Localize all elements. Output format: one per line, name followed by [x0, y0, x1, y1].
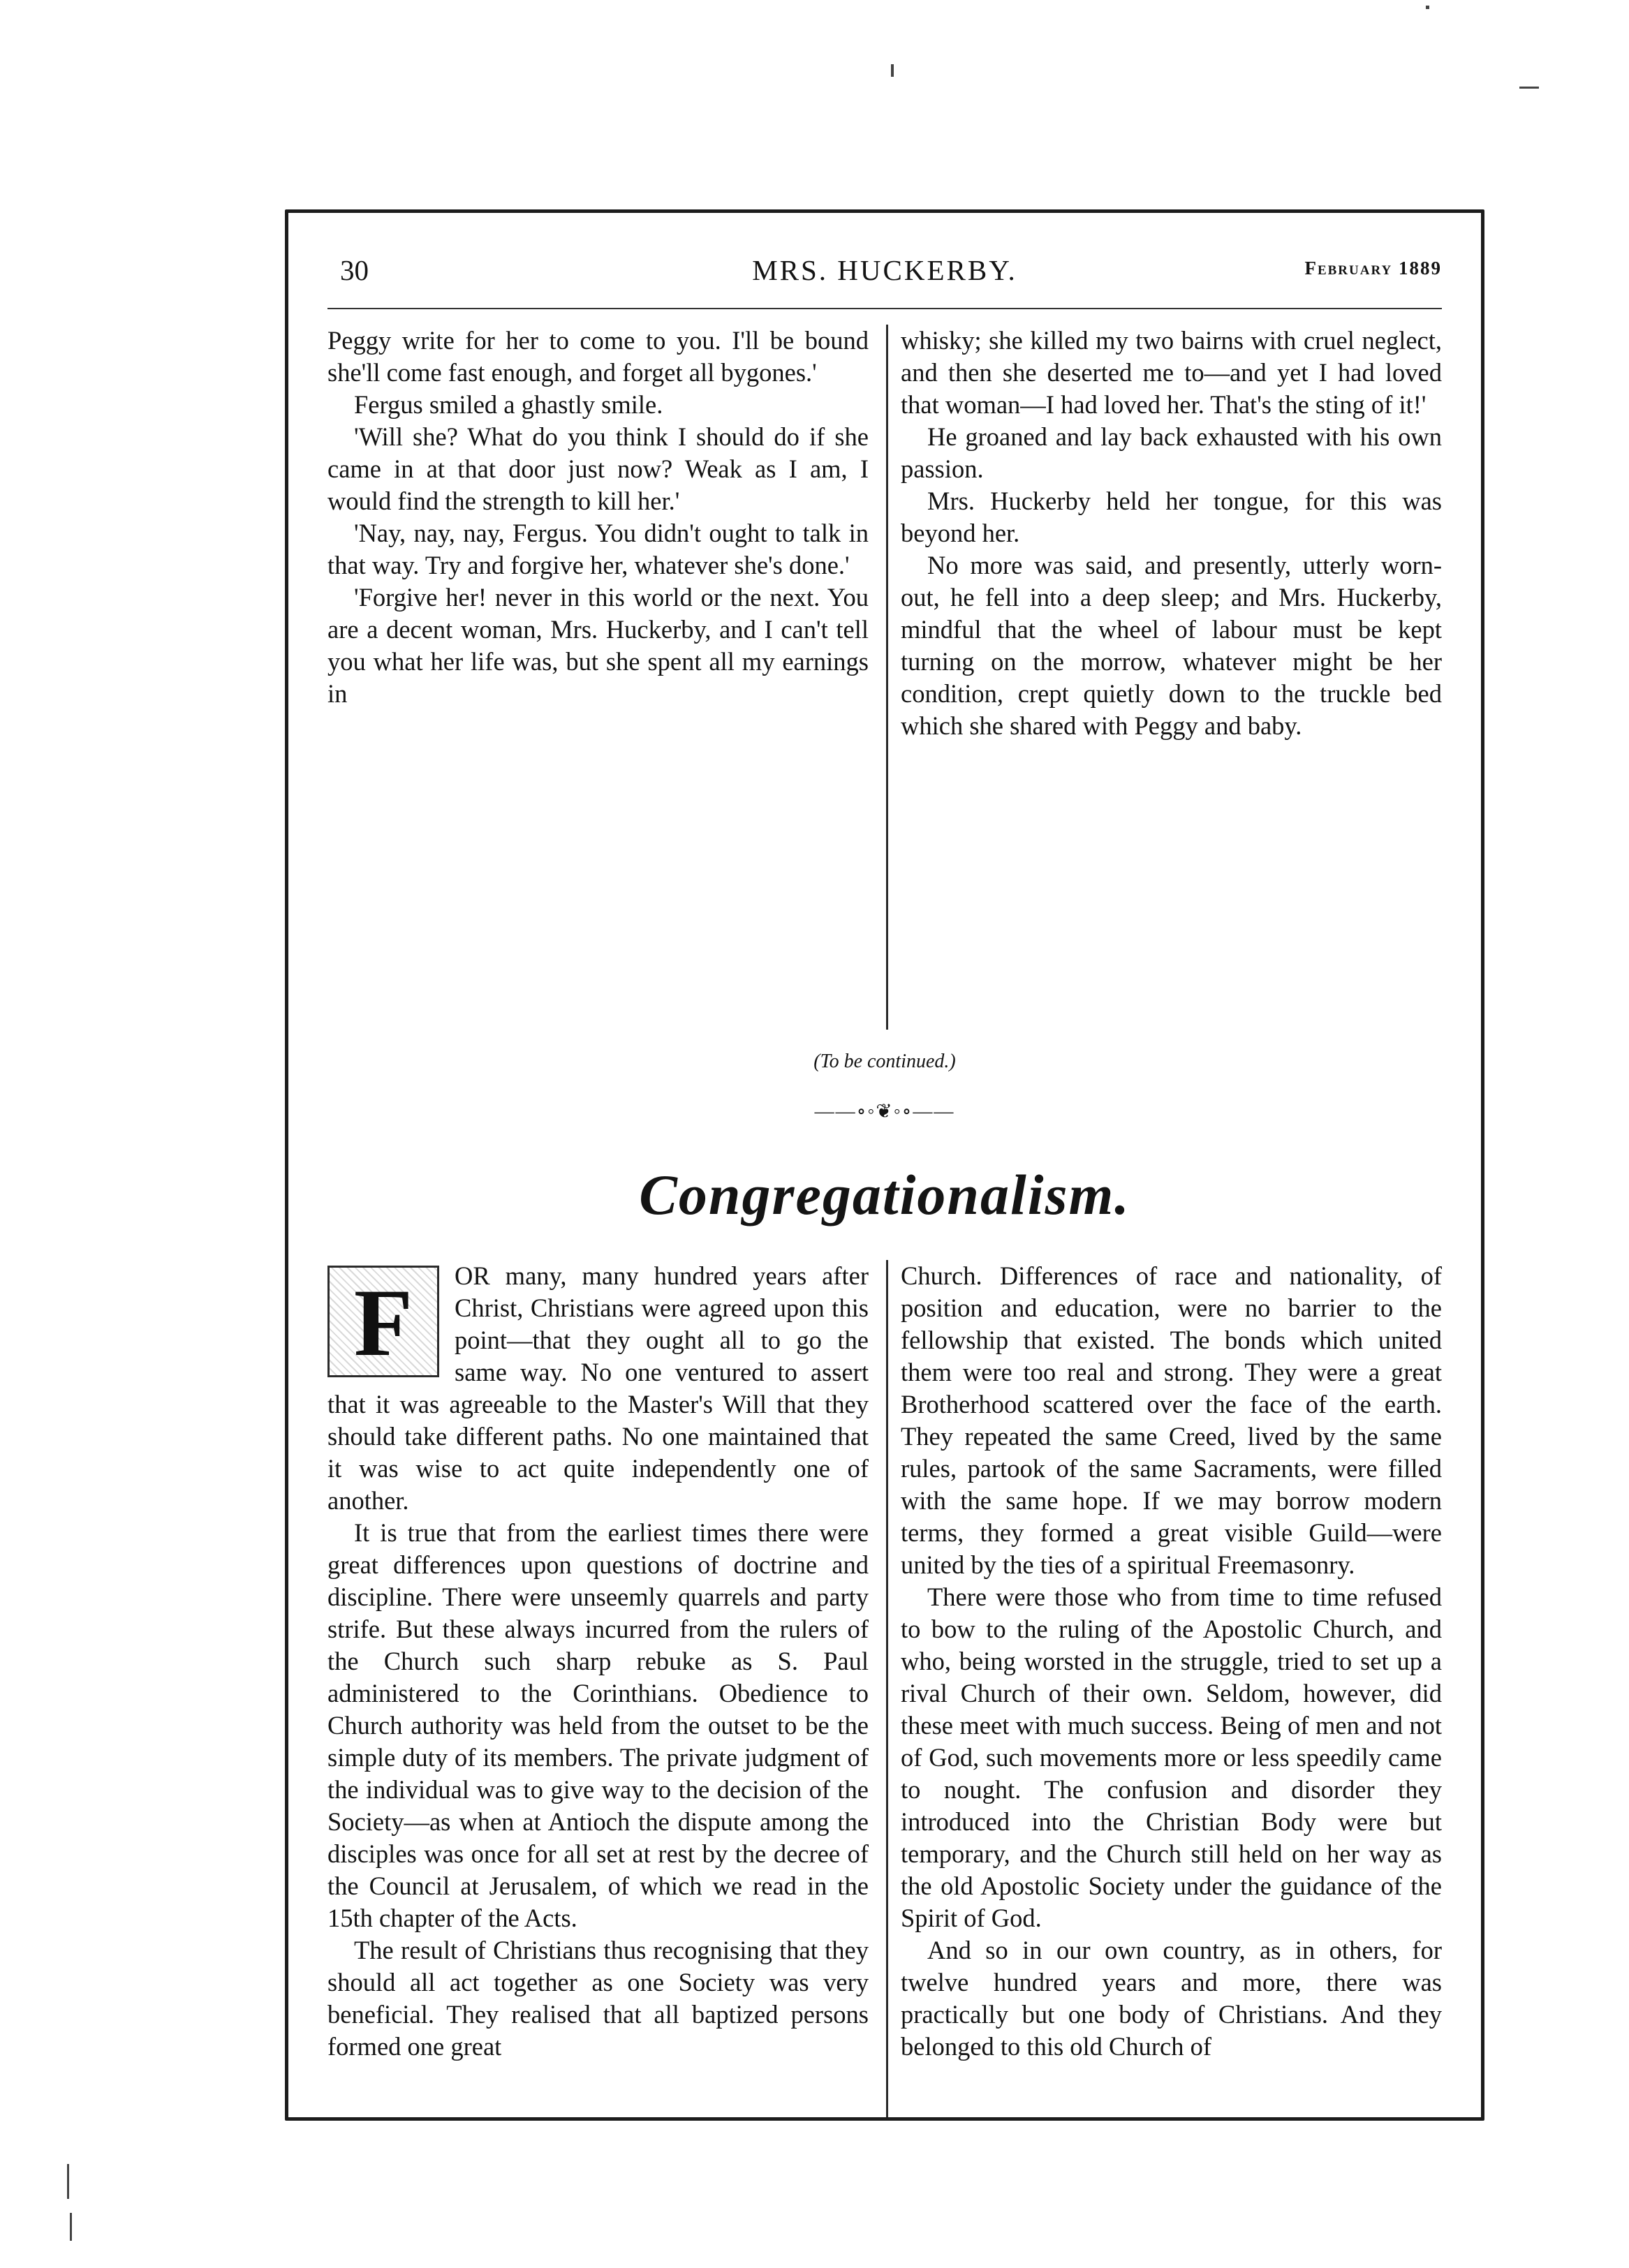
header-rule: [327, 308, 1442, 309]
essay-title: Congregationalism.: [639, 1163, 1130, 1226]
paragraph: He groaned and lay back exhausted with his own passion.: [901, 422, 1442, 483]
column-divider: [886, 325, 888, 1030]
page-frame: [285, 209, 1484, 2121]
essay-columns: [327, 1260, 1442, 2121]
issue-date: February 1889: [1304, 258, 1442, 279]
paragraph: And so in our own country, as in others, for twelve hundred years and more, there was practically but one body of Christians. And they belonged to this old Church of: [901, 1936, 1442, 2061]
decorated-initial-letter: F: [353, 1269, 413, 1376]
story-columns: [327, 325, 1442, 1030]
page-number: 30: [340, 254, 369, 286]
paragraph: It is true that from the earliest times there were great differences upon questions of doctrine and discipline. There were unseemly quarrels and party strife. But these always incurred from the rulers of the Church such sharp rebuke as S. Paul administered to the Corinthians. Obedience to Church authority was held from the outset to be the simple duty of its members. The private judgment of the individual was to give way to the decision of the Society—as when at Antioch the dispute among the disciples was once for all set at rest by the decree of the Council at Jerusalem, of which we read in the 15th chapter of the Acts.: [327, 1518, 869, 1932]
paragraph: whisky; she killed my two bairns with cruel neglect, and then she deserted me to—and yet I had loved that woman—I had loved her. That's the sting of it!': [901, 326, 1442, 419]
stray-mark: [1519, 87, 1539, 89]
story-right-column: [901, 325, 1442, 742]
paragraph: The result of Christians thus recognising that they should all act together as one Society was very beneficial. They realised that all baptized persons formed one great: [327, 1936, 869, 2061]
paragraph: Fergus smiled a ghastly smile.: [354, 390, 663, 419]
paragraph: Mrs. Huckerby held her tongue, for this was beyond her.: [901, 487, 1442, 547]
paragraph: 'Will she? What do you think I should do if she came in at that door just now? Weak as I am, I would find the strength to kill her.': [327, 422, 869, 515]
paragraph: Peggy write for her to come to you. I'll be bound she'll come fast enough, and forget all bygones.': [327, 326, 869, 387]
decorated-initial: [327, 1266, 439, 1377]
story-left-column: [327, 325, 869, 710]
stray-mark: [1426, 6, 1429, 9]
essay-left-column: [327, 1260, 869, 2063]
paragraph: 'Nay, nay, nay, Fergus. You didn't ought to talk in that way. Try and forgive her, whatever she's done.': [327, 519, 869, 579]
paragraph: Church. Differences of race and nationality, of position and education, were no barrier to the fellowship that existed. The bonds which united them were too real and strong. They were a great Brotherhood scattered over the face of the earth. They repeated the same Creed, lived by the same rules, partook of the same Sacraments, were filled with the same hope. If we may borrow modern terms, they formed a great visible Guild—were united by the ties of a spiritual Freemasonry.: [901, 1261, 1442, 1579]
paragraph: There were those who from time to time refused to bow to the ruling of the Apostolic Church, and who, being worsted in the struggle, tried to set up a rival Church of their own. Seldom, however, did these meet with much success. Being of men and not of God, such movements more or less speedily came to nought. The confusion and disorder they introduced into the Christian Body were but temporary, and the Church still held on her way as the old Apostolic Society under the guidance of the Spirit of God.: [901, 1583, 1442, 1932]
paragraph: 'Forgive her! never in this world or the next. You are a decent woman, Mrs. Huckerby, and I can't tell you what her life was, but she spent all my earnings in: [327, 583, 869, 708]
section-ornament: ——∘◦❦◦∘——: [814, 1101, 955, 1122]
stray-mark: [70, 2213, 72, 2241]
essay-right-column: [901, 1260, 1442, 2063]
paragraph: OR many, many hundred years after Christ, Christians were agreed upon this point—that they ought all to go the same way. No one ventured to assert that it was agreeable to the Master's Will that they should take different paths. No one maintained that it was wise to act quite independently one of another.: [327, 1261, 869, 1515]
to-be-continued: (To be continued.): [813, 1051, 956, 1072]
running-title: MRS. HUCKERBY.: [752, 254, 1017, 286]
running-header: [327, 253, 1442, 295]
paragraph: No more was said, and presently, utterly worn-out, he fell into a deep sleep; and Mrs. Huckerby, mindful that the wheel of labour must be kept turning on the morrow, whatever might be her condition, crept quietly down to the truckle bed which she shared with Peggy and baby.: [901, 551, 1442, 740]
stray-mark: [891, 64, 894, 77]
stray-mark: [67, 2164, 69, 2199]
column-divider: [886, 1260, 888, 2121]
